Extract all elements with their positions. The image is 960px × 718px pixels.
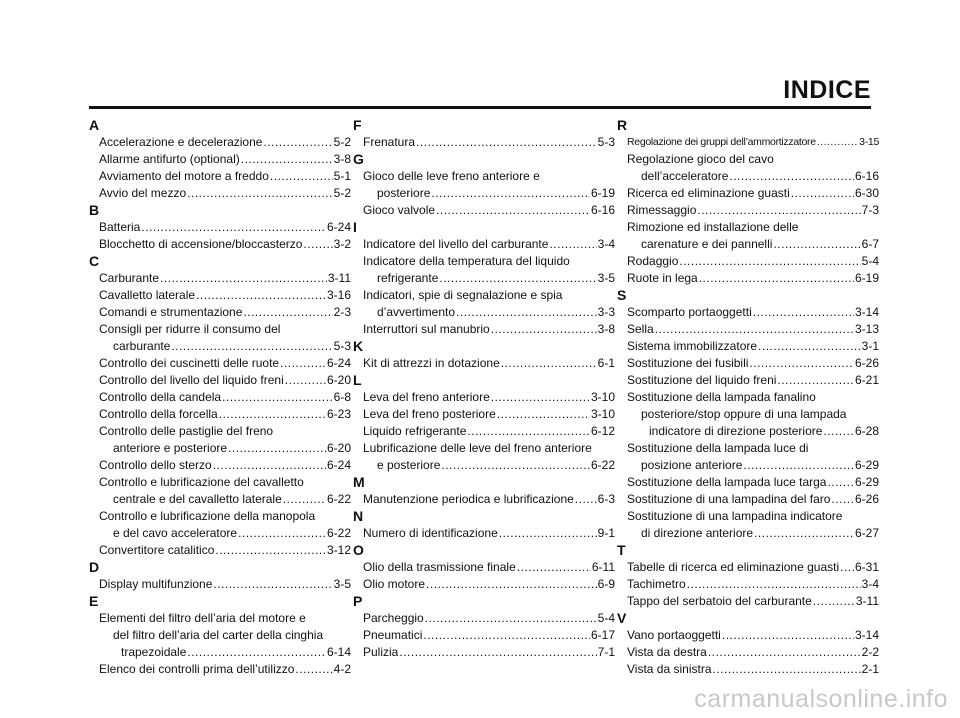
entry-text: Manutenzione periodica e lubrificazione: [363, 492, 574, 506]
leader-dots: [423, 627, 590, 644]
section-letter: T: [617, 542, 626, 558]
leader-dots: [655, 321, 854, 338]
entry-text: Tappo del serbatoio del carburante: [627, 594, 812, 608]
index-entry: [617, 474, 879, 491]
section-letter: N: [353, 508, 364, 524]
index-entry: [353, 576, 615, 593]
index-entry: [89, 219, 351, 236]
index-entry: [617, 508, 879, 542]
leader-dots: [687, 576, 861, 593]
leader-dots: [213, 576, 332, 593]
page-number: 5-2: [333, 186, 351, 200]
leader-dots: [280, 355, 326, 372]
index-entry: [353, 236, 615, 253]
entry-text: anteriore e posteriore: [113, 441, 228, 455]
leader-dots: [743, 457, 854, 474]
index-entry: [89, 151, 351, 168]
page-number: 3-14: [854, 305, 879, 319]
entry-text: posteriore/stop oppure di una lampada: [641, 407, 847, 421]
leader-dots: [456, 304, 597, 321]
index-entry: [617, 338, 879, 355]
entry-text: trapezoidale: [121, 645, 187, 659]
entry-text: Regolazione gioco del cavo: [627, 152, 774, 166]
page-number: 3-13: [854, 322, 879, 336]
entry-text: Controllo dello sterzo: [99, 458, 212, 472]
entry-text: di direzione anteriore: [641, 526, 754, 540]
page-number: 3-11: [855, 594, 879, 608]
index-entry: [89, 474, 351, 508]
page-number: 6-20: [326, 373, 351, 387]
section-letter: S: [617, 287, 627, 303]
page-number: 6-30: [854, 186, 879, 200]
entry-text: Gioco delle leve freno anteriore e: [363, 169, 540, 183]
entry-text: del filtro dell’aria del carter della cinghia: [113, 628, 324, 642]
entry-text: Convertitore catalitico: [99, 543, 215, 557]
index-entry: [89, 610, 351, 661]
page-number: 6-3: [597, 492, 615, 506]
entry-text: Rodaggio: [627, 254, 679, 268]
index-entry: [89, 134, 351, 151]
leader-dots: [497, 406, 590, 423]
section-letter: E: [89, 593, 99, 609]
entry-text: Rimessaggio: [627, 203, 697, 217]
index-entry: [89, 270, 351, 287]
entry-text: Display multifunzione: [99, 577, 213, 591]
index-entry: [353, 321, 615, 338]
index-entry: [353, 134, 615, 151]
page-number: 6-24: [326, 356, 351, 370]
page-number: 3-10: [590, 407, 615, 421]
index-entry: [617, 270, 879, 287]
section-letter: D: [89, 559, 100, 575]
entry-text: Ruote in lega: [627, 271, 698, 285]
entry-text: Parcheggio: [363, 611, 424, 625]
leader-dots: [827, 474, 854, 491]
leader-dots: [777, 372, 854, 389]
leader-dots: [831, 491, 854, 508]
section-letter: R: [617, 117, 628, 133]
entry-text: Sostituzione di una lampadina indicatore: [627, 509, 843, 523]
entry-text: Sostituzione della lampada luce targa: [627, 475, 827, 489]
leader-dots: [499, 525, 597, 542]
entry-text: Controllo dei cuscinetti delle ruote: [99, 356, 280, 370]
leader-dots: [697, 202, 860, 219]
index-entry: [89, 406, 351, 423]
index-entry: [89, 576, 351, 593]
index-entry: [617, 661, 879, 678]
page-number: 3-4: [861, 577, 879, 591]
entry-text: Indicatore della temperatura del liquido: [363, 254, 570, 268]
page-number: 9-1: [597, 526, 615, 540]
entry-text: Carburante: [99, 271, 160, 285]
entry-text: Blocchetto di accensione/bloccasterzo: [99, 237, 303, 251]
page-number: 3-11: [327, 271, 351, 285]
entry-text: posteriore: [377, 186, 431, 200]
leader-dots: [222, 389, 333, 406]
entry-text: Controllo delle pastiglie del freno: [99, 424, 274, 438]
entry-text: Vista da sinistra: [627, 662, 712, 676]
leader-dots: [817, 134, 858, 151]
index-entry: [89, 355, 351, 372]
page-number: 6-20: [326, 441, 351, 455]
entry-text: Batteria: [99, 220, 141, 234]
leader-dots: [187, 644, 326, 661]
entry-text: Elenco dei controlli prima dell’utilizzo: [99, 662, 295, 676]
title-rule: [89, 106, 871, 109]
entry-text: Pulizia: [363, 645, 399, 659]
section-letter: P: [353, 593, 363, 609]
entry-text: d’avvertimento: [377, 305, 456, 319]
leader-dots: [219, 406, 326, 423]
page-number: 6-24: [326, 458, 351, 472]
entry-text: Tachimetro: [627, 577, 686, 591]
entry-text: Sella: [627, 322, 654, 336]
section-letter: F: [353, 117, 362, 133]
leader-dots: [425, 610, 597, 627]
entry-text: Ricerca ed eliminazione guasti: [627, 186, 790, 200]
entry-text: Sostituzione dei fusibili: [627, 356, 749, 370]
index-entry: [617, 491, 879, 508]
page-number: 4-2: [333, 662, 351, 676]
page-number: 3-10: [590, 390, 615, 404]
leader-dots: [549, 236, 596, 253]
entry-text: Rimozione ed installazione delle: [627, 220, 799, 234]
section-letter: C: [89, 253, 100, 269]
leader-dots: [295, 661, 332, 678]
index-entry: [89, 185, 351, 202]
section-letter: A: [89, 117, 100, 133]
leader-dots: [441, 457, 590, 474]
leader-dots: [491, 321, 597, 338]
page-number: 6-28: [854, 424, 879, 438]
entry-text: Liquido refrigerante: [363, 424, 467, 438]
entry-text: carenature e dei pannelli: [641, 237, 773, 251]
page-number: 3-15: [859, 136, 879, 148]
leader-dots: [160, 270, 327, 287]
page-number: 6-23: [326, 407, 351, 421]
leader-dots: [699, 270, 854, 287]
leader-dots: [575, 491, 597, 508]
index-entry: [353, 525, 615, 542]
leader-dots: [791, 185, 854, 202]
entry-text: Olio motore: [363, 577, 426, 591]
page-number: 6-22: [590, 458, 615, 472]
leader-dots: [399, 644, 596, 661]
section-letter: K: [353, 338, 364, 354]
entry-text: Accelerazione e decelerazione: [99, 135, 263, 149]
index-entry: [353, 610, 615, 627]
page-number: 5-1: [333, 169, 351, 183]
entry-text: Avviamento del motore a freddo: [99, 169, 269, 183]
leader-dots: [228, 440, 326, 457]
index-entry: [617, 559, 879, 576]
leader-dots: [243, 304, 332, 321]
page-number: 7-1: [597, 645, 615, 659]
index-entry: [89, 372, 351, 389]
section-letter: M: [353, 474, 365, 490]
page-number: 6-29: [854, 458, 879, 472]
index-column-1: [89, 117, 351, 678]
page-number: 3-5: [597, 271, 615, 285]
page-number: 6-26: [854, 492, 879, 506]
index-entry: [617, 355, 879, 372]
index-entry: [89, 304, 351, 321]
leader-dots: [141, 219, 326, 236]
index-entry: [617, 253, 879, 270]
page-number: 3-4: [597, 237, 615, 251]
entry-text: Consigli per ridurre il consumo del: [99, 322, 281, 336]
leader-dots: [241, 151, 333, 168]
leader-dots: [187, 185, 333, 202]
page-number: 6-26: [854, 356, 879, 370]
leader-dots: [729, 168, 854, 185]
index-entry: [617, 644, 879, 661]
entry-text: Olio della trasmissione finale: [363, 560, 516, 574]
section-letter: G: [353, 151, 364, 167]
index-entry: [353, 168, 615, 202]
leader-dots: [773, 236, 860, 253]
page-number: 6-19: [590, 186, 615, 200]
entry-text: Cavalletto laterale: [99, 288, 196, 302]
entry-text: Controllo e lubrificazione della manopola: [99, 509, 316, 523]
entry-text: Sostituzione della lampada fanalino: [627, 390, 816, 404]
index-entry: [89, 389, 351, 406]
leader-dots: [436, 202, 590, 219]
page-number: 3-14: [854, 628, 879, 642]
leader-dots: [416, 134, 597, 151]
entry-text: refrigerante: [377, 271, 439, 285]
page-number: 6-19: [854, 271, 879, 285]
index-entry: [353, 423, 615, 440]
page-number: 3-16: [326, 288, 351, 302]
page-number: 3-12: [326, 543, 351, 557]
page-number: 5-3: [597, 135, 615, 149]
page-number: 3-8: [597, 322, 615, 336]
page-number: 3-3: [597, 305, 615, 319]
entry-text: Gioco valvole: [363, 203, 436, 217]
page-number: 6-22: [326, 526, 351, 540]
page-number: 3-8: [333, 152, 351, 166]
page-number: 6-24: [326, 220, 351, 234]
leader-dots: [303, 236, 332, 253]
section-letter: V: [617, 610, 627, 626]
leader-dots: [758, 338, 861, 355]
leader-dots: [439, 270, 596, 287]
entry-text: Interruttori sul manubrio: [363, 322, 490, 336]
index-entry: [353, 440, 615, 474]
index-entry: [353, 627, 615, 644]
index-entry: [353, 287, 615, 321]
page-number: 6-7: [861, 237, 879, 251]
leader-dots: [749, 355, 854, 372]
page-number: 5-4: [861, 254, 879, 268]
index-entry: [89, 168, 351, 185]
page-number: 7-3: [861, 203, 879, 217]
entry-text: centrale e del cavalletto laterale: [113, 492, 282, 506]
index-entry: [89, 542, 351, 559]
entry-text: Vano portaoggetti: [627, 628, 721, 642]
page-number: 6-8: [333, 390, 351, 404]
page-number: 6-11: [591, 560, 615, 574]
entry-text: Lubrificazione delle leve del freno anteriore: [363, 441, 592, 455]
leader-dots: [501, 355, 597, 372]
index-entry: [89, 321, 351, 355]
entry-text: indicatore di direzione posteriore: [649, 424, 823, 438]
index-entry: [617, 593, 879, 610]
entry-text: Leva del freno anteriore: [363, 390, 490, 404]
leader-dots: [426, 576, 597, 593]
page-number: 6-29: [854, 475, 879, 489]
entry-text: posizione anteriore: [641, 458, 743, 472]
page-number: 3-5: [333, 577, 351, 591]
index-entry: [617, 202, 879, 219]
entry-text: carburante: [113, 339, 171, 353]
entry-text: Numero di identificazione: [363, 526, 498, 540]
leader-dots: [270, 168, 333, 185]
leader-dots: [679, 253, 860, 270]
page-number: 6-12: [590, 424, 615, 438]
entry-text: Vista da destra: [627, 645, 707, 659]
entry-text: Regolazione dei gruppi dell’ammortizzatore: [627, 136, 816, 148]
entry-text: e posteriore: [377, 458, 441, 472]
leader-dots: [823, 423, 854, 440]
leader-dots: [708, 644, 861, 661]
entry-text: Indicatore del livello del carburante: [363, 237, 549, 251]
entry-text: Controllo del livello del liquido freni: [99, 373, 284, 387]
page-number: 6-27: [854, 526, 879, 540]
leader-dots: [722, 627, 854, 644]
entry-text: Sostituzione di una lampadina del faro: [627, 492, 831, 506]
page-number: 6-16: [590, 203, 615, 217]
page-number: 2-3: [333, 305, 351, 319]
page-number: 2-1: [861, 662, 879, 676]
page-number: 6-16: [854, 169, 879, 183]
entry-text: Pneumatici: [363, 628, 423, 642]
index-entry: [617, 304, 879, 321]
index-entry: [353, 406, 615, 423]
index-column-2: [353, 117, 615, 661]
leader-dots: [491, 389, 590, 406]
leader-dots: [840, 559, 854, 576]
leader-dots: [215, 542, 326, 559]
page-number: 5-4: [597, 611, 615, 625]
index-column-3: [617, 117, 879, 678]
index-entry: [617, 321, 879, 338]
section-letter: B: [89, 202, 100, 218]
entry-text: Scomparto portaoggetti: [627, 305, 752, 319]
leader-dots: [213, 457, 326, 474]
page-number: 3-1: [861, 339, 879, 353]
index-entry: [89, 457, 351, 474]
page-number: 2-2: [861, 645, 879, 659]
entry-text: e del cavo acceleratore: [113, 526, 238, 540]
leader-dots: [283, 491, 326, 508]
index-entry: [89, 661, 351, 678]
index-entry: [617, 134, 879, 151]
entry-text: Sostituzione del liquido freni: [627, 373, 777, 387]
page-number: 5-3: [333, 339, 351, 353]
section-letter: L: [353, 372, 362, 388]
leader-dots: [754, 525, 854, 542]
index-entry: [353, 389, 615, 406]
page-number: 6-22: [326, 492, 351, 506]
index-entry: [353, 253, 615, 287]
entry-text: Indicatori, spie di segnalazione e spia: [363, 288, 563, 302]
page-number: 3-2: [333, 237, 351, 251]
index-entry: [353, 491, 615, 508]
entry-text: Avvio del mezzo: [99, 186, 187, 200]
leader-dots: [753, 304, 854, 321]
entry-text: Kit di attrezzi in dotazione: [363, 356, 500, 370]
page-number: 6-1: [597, 356, 615, 370]
entry-text: Comandi e strumentazione: [99, 305, 243, 319]
index-entry: [89, 236, 351, 253]
entry-text: Controllo e lubrificazione del cavalletto: [99, 475, 304, 489]
entry-text: Elementi del filtro dell’aria del motore e: [99, 611, 306, 625]
index-entry: [617, 185, 879, 202]
page-number: 6-9: [597, 577, 615, 591]
index-entry: [617, 389, 879, 440]
index-entry: [89, 287, 351, 304]
entry-text: Sostituzione della lampada luce di: [627, 441, 809, 455]
leader-dots: [263, 134, 332, 151]
entry-text: Tabelle di ricerca ed eliminazione guasti: [627, 560, 840, 574]
index-entry: [89, 423, 351, 457]
leader-dots: [196, 287, 326, 304]
page-number: 6-21: [854, 373, 879, 387]
watermark-text: carmanualsonline.info: [694, 685, 948, 713]
index-entry: [617, 151, 879, 185]
entry-text: Controllo della candela: [99, 390, 222, 404]
page-number: 6-17: [590, 628, 615, 642]
entry-text: Frenatura: [363, 135, 416, 149]
index-entry: [617, 627, 879, 644]
leader-dots: [467, 423, 590, 440]
leader-dots: [285, 372, 326, 389]
entry-text: dell’acceleratore: [641, 169, 729, 183]
page-number: 6-14: [326, 645, 351, 659]
index-entry: [617, 219, 879, 253]
leader-dots: [813, 593, 855, 610]
index-entry: [353, 644, 615, 661]
entry-text: Leva del freno posteriore: [363, 407, 496, 421]
section-letter: O: [353, 542, 364, 558]
leader-dots: [517, 559, 591, 576]
page-title: INDICE: [783, 76, 871, 104]
page-number: 6-31: [854, 560, 879, 574]
index-entry: [353, 559, 615, 576]
index-entry: [617, 372, 879, 389]
section-letter: I: [353, 219, 357, 235]
leader-dots: [713, 661, 861, 678]
leader-dots: [431, 185, 590, 202]
entry-text: Allarme antifurto (optional): [99, 152, 240, 166]
page-number: 5-2: [333, 135, 351, 149]
entry-text: Controllo della forcella: [99, 407, 218, 421]
index-entry: [89, 508, 351, 542]
leader-dots: [238, 525, 326, 542]
index-entry: [353, 355, 615, 372]
leader-dots: [171, 338, 332, 355]
index-entry: [617, 576, 879, 593]
index-entry: [617, 440, 879, 474]
entry-text: Sistema immobilizzatore: [627, 339, 758, 353]
index-entry: [353, 202, 615, 219]
